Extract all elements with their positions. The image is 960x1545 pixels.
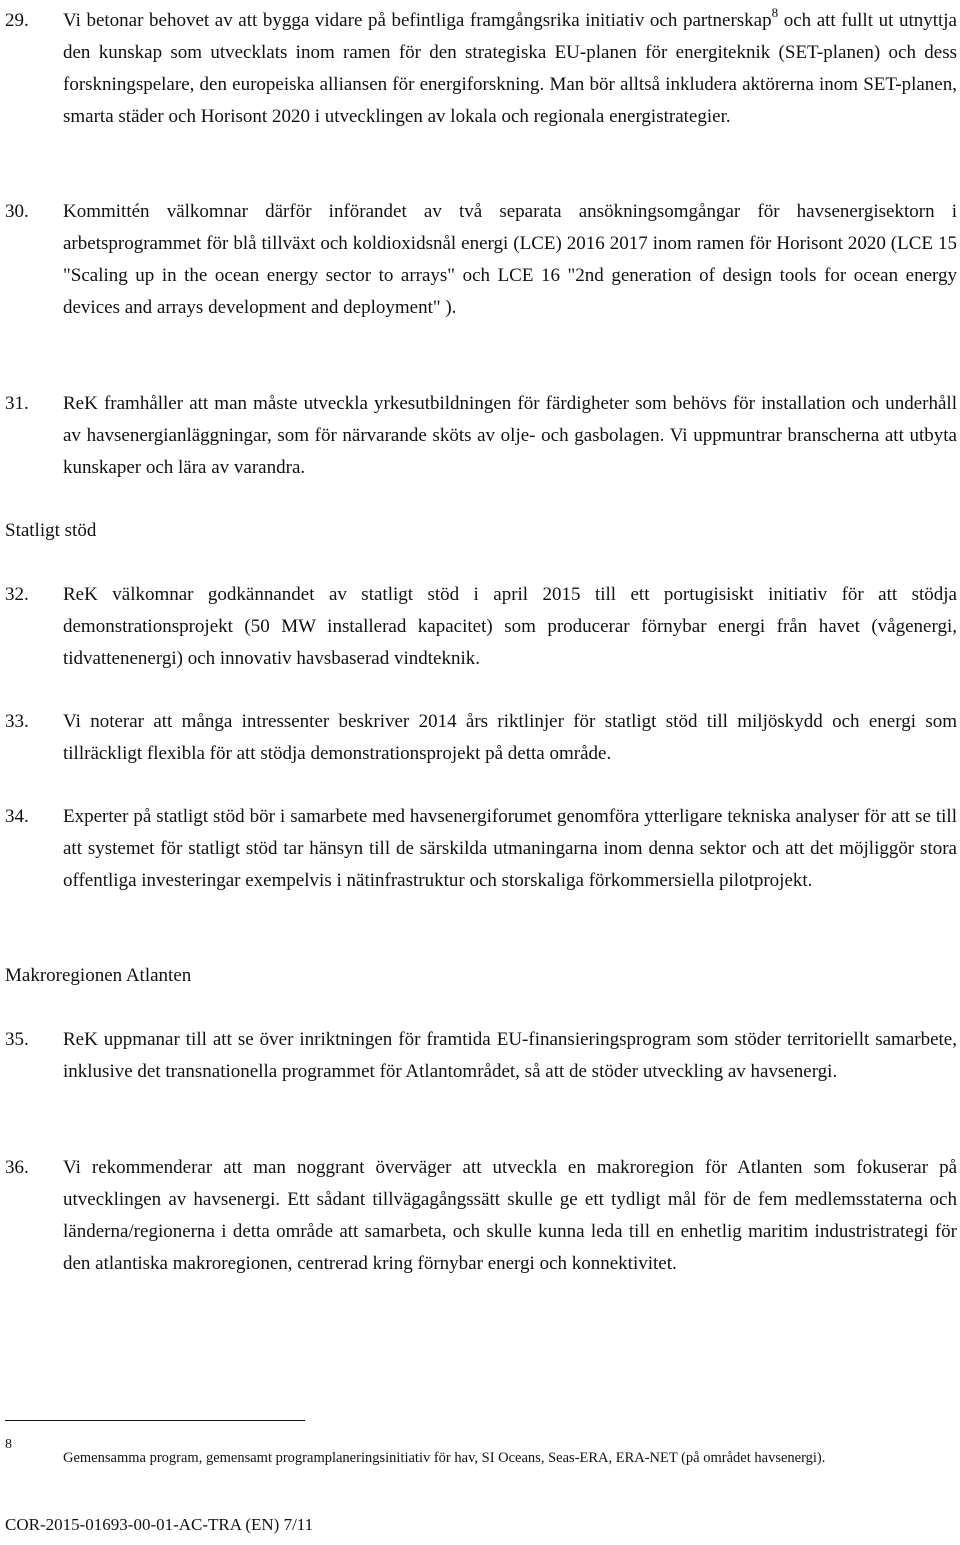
paragraph-text-start: Vi betonar behovet av att bygga vidare på befintliga framgångsrika initiativ och partnerskap (63, 10, 772, 31)
paragraph-34 (5, 801, 957, 897)
footnote-text: Gemensamma program, gemensamt programplaneringsinitiativ för hav, SI Oceans, Seas-ERA, ERA-NET (på området havsenergi). (63, 1450, 826, 1466)
paragraph-text: Kommittén välkomnar därför införandet av två separata ansökningsomgångar för havsenergisektorn i arbetsprogrammet för blå tillväxt och koldioxidsnål energi (LCE) 2016 2017 inom ramen för Horisont 2020 (LCE 15 "Scaling up in the ocean energy sector to arrays" och LCE 16 "2nd generation of design tools for ocean energy devices and arrays development and deployment" ). (63, 201, 957, 318)
paragraph-33 (5, 706, 957, 770)
footnote-divider (5, 1420, 305, 1421)
paragraph-number: 35. (5, 1029, 29, 1050)
paragraph-text: ReK framhåller att man måste utveckla yrkesutbildningen för färdigheter som behövs för installation och underhåll av havsenergianläggningar, som för närvarande sköts av olje- och gasbolagen. Vi uppmuntrar branscherna att utbyta kunskaper och lära av varandra. (63, 393, 957, 478)
paragraph-number: 31. (5, 393, 29, 414)
paragraph-number: 32. (5, 584, 29, 605)
paragraph-32 (5, 579, 957, 675)
footnote-reference[interactable]: 8 (771, 5, 779, 20)
paragraph-text (63, 5, 957, 133)
paragraph-29 (5, 5, 957, 133)
paragraph-31 (5, 388, 957, 484)
section-heading-state-aid: Statligt stöd (5, 520, 97, 541)
paragraph-text: Vi noterar att många intressenter beskriver 2014 års riktlinjer för statligt stöd till miljöskydd och energi som tillräckligt flexibla för att stödja demonstrationsprojekt på detta område. (63, 711, 957, 764)
document-reference-footer: COR-2015-01693-00-01-AC-TRA (EN) 7/11 (5, 1515, 314, 1534)
paragraph-text: ReK välkomnar godkännandet av statligt stöd i april 2015 till ett portugisiskt initiativ för att stödja demonstrationsprojekt (50 MW installerad kapacitet) som producerar förnybar energi från havet (vågenergi, tidvattenenergi) och innovativ havsbaserad vindteknik. (63, 584, 957, 669)
paragraph-36 (5, 1152, 957, 1280)
paragraph-number: 33. (5, 711, 29, 732)
paragraph-number: 30. (5, 201, 29, 222)
paragraph-30 (5, 196, 957, 324)
paragraph-number: 34. (5, 806, 29, 827)
paragraph-35 (5, 1024, 957, 1088)
paragraph-text: ReK uppmanar till att se över inriktningen för framtida EU-finansieringsprogram som stöder territoriellt samarbete, inklusive det transnationella programmet för Atlantområdet, så att de stöder utveckling av havsenergi. (63, 1029, 957, 1082)
section-heading-atlantic: Makroregionen Atlanten (5, 965, 192, 986)
paragraph-text: Experter på statligt stöd bör i samarbete med havsenergiforumet genomföra ytterligare tekniska analyser för att se till att systemet för statligt stöd tar hänsyn till de särskilda utmaningarna inom denna sektor och att det möjliggör stora offentliga investeringar exempelvis i nätinfrastruktur och storskaliga förkommersiella pilotprojekt. (63, 806, 957, 891)
paragraph-number: 36. (5, 1157, 29, 1178)
paragraph-text: Vi rekommenderar att man noggrant överväger att utveckla en makroregion för Atlanten som fokuserar på utvecklingen av havsenergi. Ett sådant tillvägagångssätt skulle ge ett tydligt mål för de fem medlemsstaterna och länderna/regionerna i detta område att samarbeta, och skulle kunna leda till en enhetlig maritim industristrategi för den atlantiska makroregionen, centrerad kring förnybar energi och konnektivitet. (63, 1157, 957, 1274)
paragraph-text-rest: och att fullt ut utnyttja den kunskap som utvecklats inom ramen för den strategiska EU-planen för energiteknik (SET-planen) och dess forskningspelare, den europeiska alliansen för energiforskning. Man bör alltså inkludera aktörerna inom SET-planen, smarta städer och Horisont 2020 i utvecklingen av lokala och regionala energistrategier. (63, 10, 957, 127)
footnote-number: 8 (5, 1437, 12, 1452)
paragraph-number: 29. (5, 10, 29, 31)
